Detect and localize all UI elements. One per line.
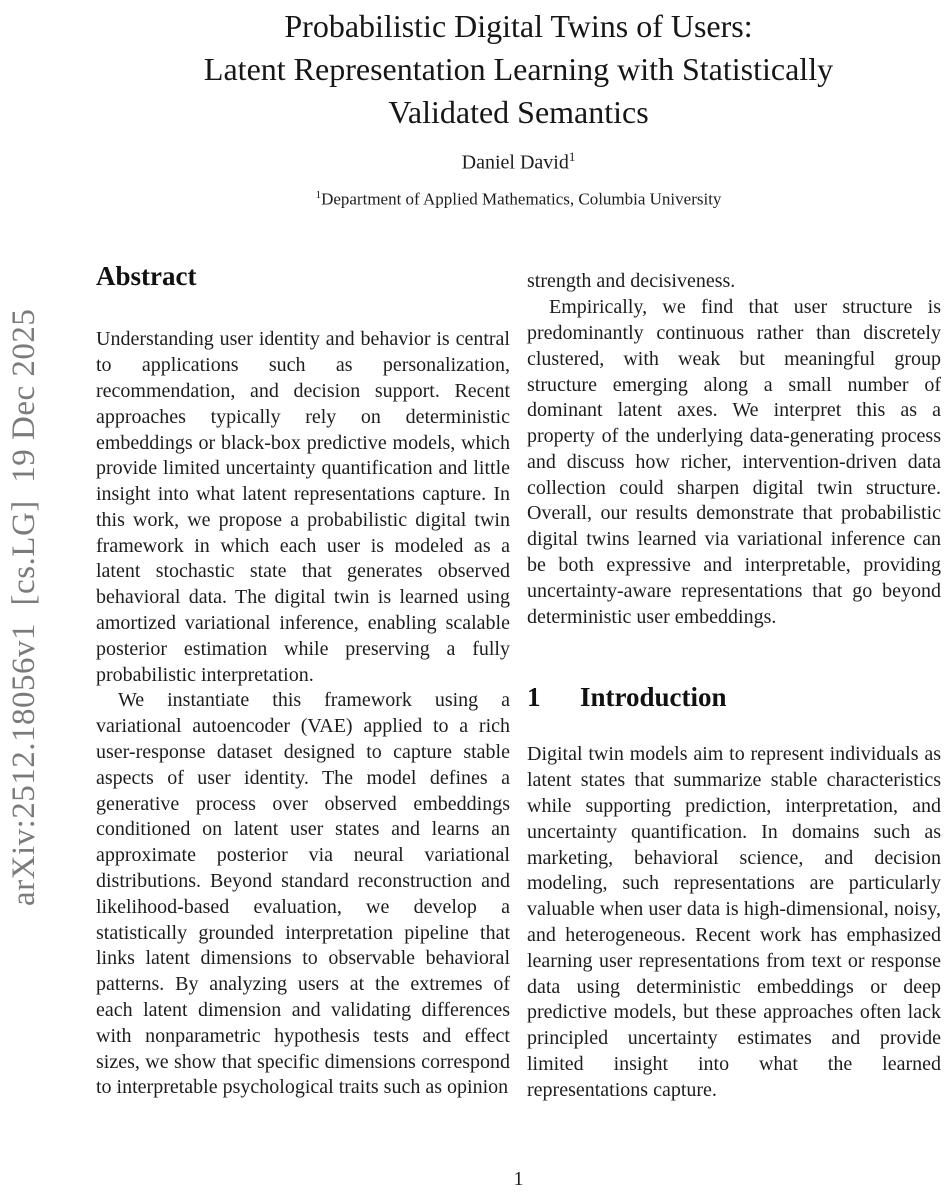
- section-number: 1: [527, 682, 541, 713]
- title-line-1: Probabilistic Digital Twins of Users:: [284, 8, 753, 44]
- page-number: 1: [513, 1168, 524, 1190]
- right-column: [527, 261, 941, 1103]
- paper-content: [96, 0, 941, 1104]
- arxiv-watermark: arXiv:2512.18056v1 [cs.LG] 19 Dec 2025: [6, 308, 42, 906]
- two-column-body: [96, 261, 941, 1103]
- title-line-2: Latent Representation Learning with Statistically: [203, 51, 834, 87]
- title-line-3: Validated Semantics: [388, 94, 649, 130]
- author-name: Daniel David: [461, 151, 569, 174]
- author: [96, 149, 941, 175]
- affiliation: [96, 189, 941, 210]
- author-superscript: 1: [568, 149, 576, 164]
- affiliation-superscript: 1: [315, 188, 322, 201]
- paper-header: [96, 0, 941, 209]
- section-heading-introduction: [527, 682, 941, 712]
- abstract-continuation: strength and decisiveness.: [527, 270, 736, 293]
- section-title: Introduction: [580, 682, 727, 713]
- left-column: [96, 261, 510, 1103]
- introduction-paragraph-1: Digital twin models aim to represent individuals as latent states that summarize stable characteristics while supporting prediction, interpretation, and uncertainty quantification. In domains such as marketing, behavioral science, and decision modeling, such representations are particularly valuable when user data is high-dimensional, noisy, and heterogeneous. Recent work has emphasized learning user representations from text or response data using deterministic embeddings or deep predictive models, but these approaches often lack principled uncertainty estimates and provide limited insight into what the learned representations capture.: [527, 743, 941, 1101]
- abstract-paragraph-3: Empirically, we find that user structure is predominantly continuous rather than discretely clustered, with weak but meaningful group structure emerging along a small number of dominant latent axes. We interpret this as a property of the underlying data-generating process and discuss how richer, intervention-driven data collection could sharpen digital twin structure. Overall, our results demonstrate that probabilistic digital twins learned via variational inference can be both expressive and interpretable, providing uncertainty-aware representations that go beyond deterministic user embeddings.: [527, 296, 941, 628]
- paper-title: [96, 0, 941, 134]
- abstract-paragraph-2: We instantiate this framework using a variational autoencoder (VAE) applied to a rich user-response dataset designed to capture stable aspects of user identity. The model defines a generative process over observed embeddings conditioned on latent user states and learns an approximate posterior via neural variational distributions. Beyond standard reconstruction and likelihood-based evaluation, we develop a statistically grounded interpretation pipeline that links latent dimensions to observable behavioral patterns. By analyzing users at the extremes of each latent dimension and validating differences with nonparametric hypothesis tests and effect sizes, we show that specific dimensions correspond to interpretable psychological traits such as opinion: [96, 689, 510, 1099]
- abstract-paragraph-1: Understanding user identity and behavior is central to applications such as personalization, recommendation, and decision support. Recent approaches typically rely on deterministic embeddings or black-box predictive models, which provide limited uncertainty quantification and little insight into what latent representations capture. In this work, we propose a probabilistic digital twin framework in which each user is modeled as a latent stochastic state that generates observed behavioral data. The digital twin is learned using amortized variational inference, enabling scalable posterior estimation while preserving a fully probabilistic interpretation.: [96, 328, 510, 686]
- affiliation-text: Department of Applied Mathematics, Columbia University: [321, 189, 722, 209]
- abstract-heading: Abstract: [96, 261, 197, 292]
